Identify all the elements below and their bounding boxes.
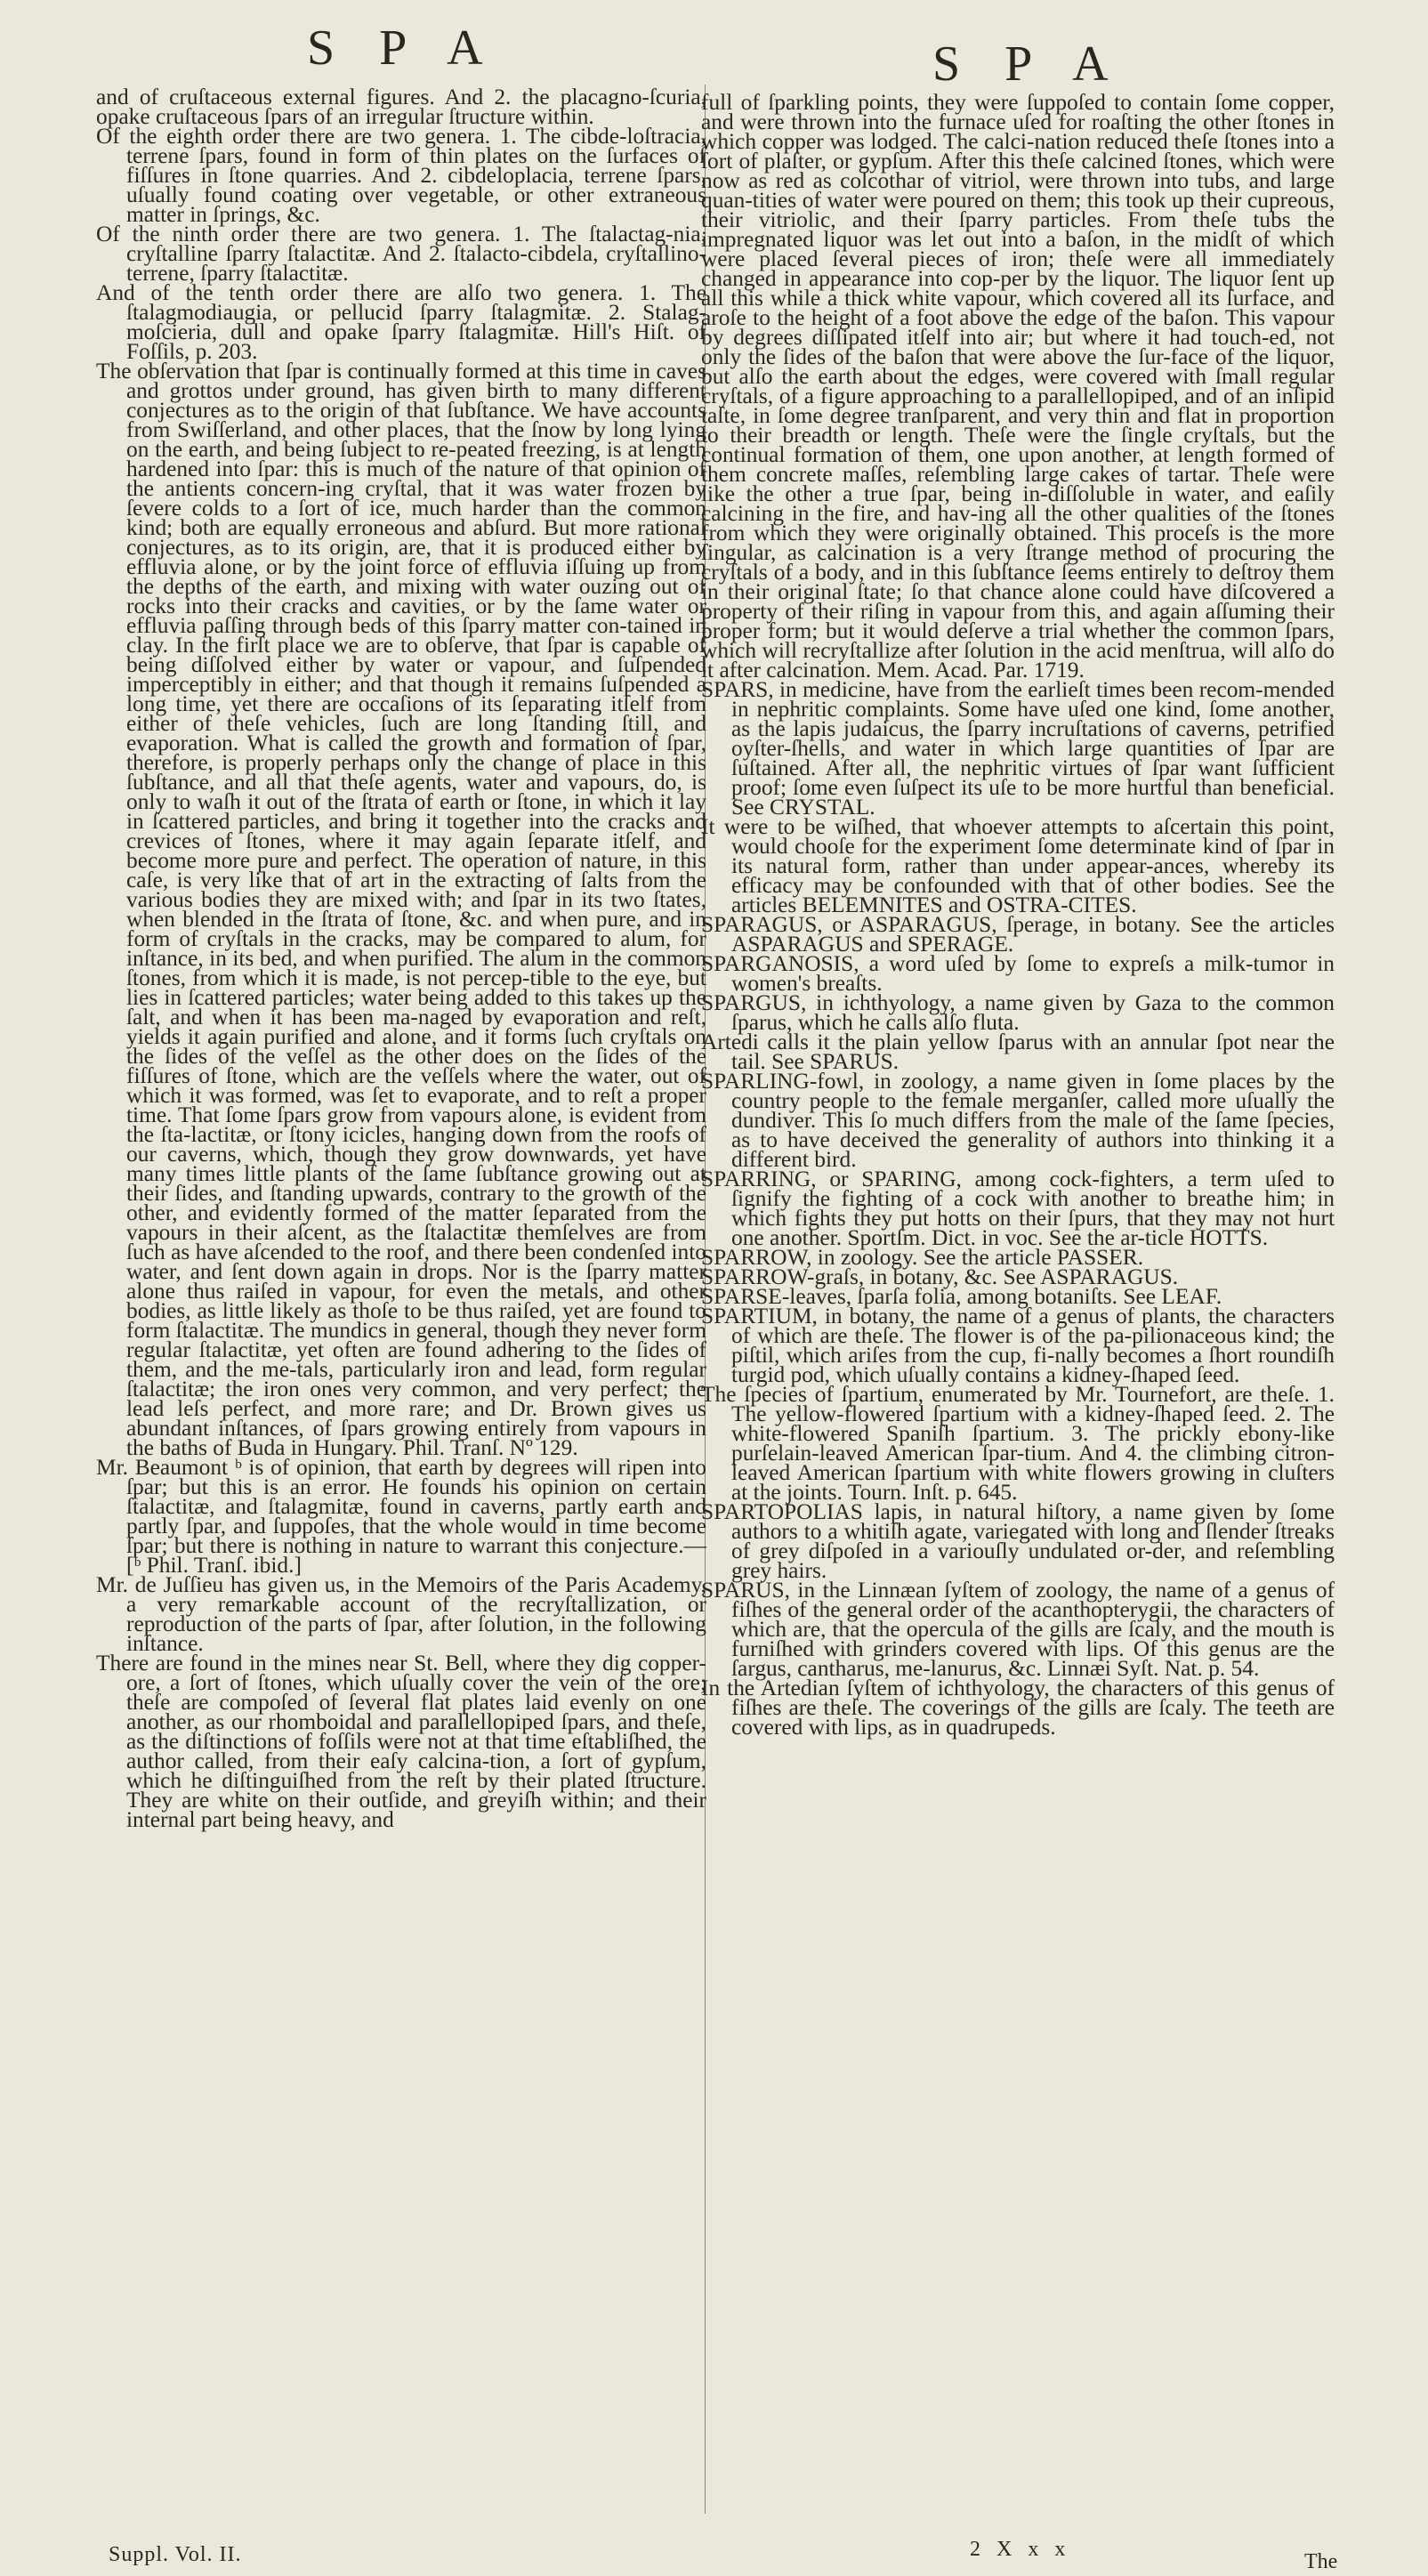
entry-sparring: SPARRING, or SPARING, among cock-fighters, a term uſed to ſignify the fighting of a cock with another to breathe him; in which fights they put hotts on their ſpurs, that they may not hurt one another. Sportſm. Dict. in voc. See the ar-ticle HOTTS. xyxy=(701,1167,1335,1250)
paragraph-artedi: Artedi calls it the plain yellow ſparus with an annular ſpot near the tail. See SPARUS. xyxy=(701,1030,1335,1074)
footer-catchword: The xyxy=(1304,2550,1338,2573)
entry-spartopolias: SPARTOPOLIAS lapis, in natural hiſtory, a name given by ſome authors to a whitiſh agate, variegated with long and ſlender ſtreaks of grey diſpoſed in a variouſly undulated or-der, and reſembling grey hairs. xyxy=(701,1499,1335,1583)
entry-spartium: SPARTIUM, in botany, the name of a genus of plants, the characters of which are theſe. The flower is of the pa-pilionaceous kind; the piſtil, which ariſes from the cup, fi-nally becomes a ſhort roundiſh turgid pod, which uſually contains a kidney-ſhaped ſeed. xyxy=(701,1304,1335,1387)
footer-volume: Suppl. Vol. II. xyxy=(109,2543,242,2566)
entry-sparling-fowl: SPARLING-fowl, in zoology, a name given in ſome places by the country people to the female merganſer, called more uſually the dundiver. This ſo much differs from the male of the ſame ſpecies, as to have deceived the generality of authors into thinking it a different bird. xyxy=(701,1069,1335,1172)
footer-signature: 2 X x x xyxy=(970,2538,1071,2561)
paragraph-tenth-order: And of the tenth order there are alſo two genera. 1. The ſtalagmodiaugia, or pellucid ſparry ſtalagmitæ. 2. Stalag-moſcieria, dull and opake ſparry ſtalagmitæ. Hill's Hiſt. of Foſſils, p. 203. xyxy=(96,280,706,364)
paragraph-ascertain: It were to be wiſhed, that whoever attempts to aſcertain this point, would chooſe for the experiment ſome determinate kind of ſpar in its natural form, rather than under appear-ances, whereby its efficacy may be confounded with that of other bodies. See the articles BELEMNITES and OSTRA-CITES. xyxy=(701,814,1335,917)
entry-sparse-leaves: SPARSE-leaves, ſparſa folia, among botaniſts. See LEAF. xyxy=(701,1284,1222,1309)
left-column xyxy=(96,85,706,1832)
right-column xyxy=(701,90,1335,1740)
entry-spars-medicine: SPARS, in medicine, have from the earlieſt times been recom-mended in nephritic complaints. Some have uſed one kind, ſome another, as the lapis judaicus, the ſparry incruſtations of caverns, petrified oyſter-ſhells, and water in which large quantities of ſpar are ſuſtained. After all, the nephritic virtues of ſpar want ſufficient proof; ſome even ſuſpect its uſe to be more hurtful than beneficial. See CRYSTAL. xyxy=(701,677,1335,820)
paragraph-spar-observation: The obſervation that ſpar is continually formed at this time in caves and grottos under ground, has given birth to many different conjectures as to the origin of that ſubſtance. We have accounts from Swiſſerland, and other places, that the ſnow by long lying on the earth, and being ſubject to re-peated freezing, is at length hardened into ſpar: this is much of the nature of that opinion of the antients concern-ing cryſtal, that it was water frozen by ſevere colds to a ſort of ice, much harder than the common kind; both are equally erroneous and abſurd. But more rational conjectures, as to its origin, are, that it is produced either by effluvia alone, or by the joint force of effluvia iſſuing up from the depths of the earth, and mixing with water ouzing out of rocks into their cracks and cavities, or by the ſame water or effluvia paſſing through beds of this ſparry matter con-tained in clay. In the firſt place we are to obſerve, that ſpar is capable of being diſſolved either by water or vapour, and ſuſpended imperceptibly in either; and that though it remains ſuſpended a long time, yet there are occaſions of its ſeparating itſelf from either of theſe vehicles, ſuch are long ſtanding ſtill, and evaporation. What is called the growth and formation of ſpar, therefore, is properly perhaps only the change of place in this ſubſtance, and all that theſe agents, water and vapours, do, is only to waſh it out of the ſtrata of earth or ſtone, in which it lay in ſcattered particles, and bring it together into the cracks and crevices of ſtones, where it may again ſeparate itſelf, and become more pure and perfect. The operation of nature, in this caſe, is very like that of art in the extracting of ſalts from the various bodies they are mixed with; and ſpar in its two ſtates, when blended in the ſtrata of ſtone, &c. and when pure, and in form of cryſtals in the cracks, may be compared to alum, for inſtance, in its bed, and when purified. The alum in the common ſtones, from which it is made, is not percep-tible to the eye, but lies in ſcattered particles; water being added to this takes up the ſalt, and when it has been ma-naged by evaporation and reſt, yields it again purified and alone, and it forms ſuch cryſtals on the ſides of the veſſel as the other does on the ſides of the fiſſures of ſtone, which are the veſſels where the water, out of which it was formed, was ſet to evaporate, and to reſt a proper time. That ſome ſpars grow from vapours alone, is evident from the ſta-lactitæ, or ſtony icicles, hanging down from the roofs of our caverns, which, though they grow downwards, yet have many times little plants of the ſame ſubſtance growing out at their ſides, and ſtanding upwards, contrary to the growth of the other, and evidently formed of the matter ſeparated from the vapours in their aſcent, as the ſtalactitæ themſelves are from ſuch as have aſcended to the roof, and there been condenſed into water, and ſent down again in drops. Nor is the ſparry matter alone thus raiſed in vapour, for even the metals, and other bodies, as little likely as thoſe to be thus raiſed, yet are found to form ſtalactitæ. The mundics in general, though they never form regular ſtalactitæ, yet often are found adhering to the ſides of them, and the me-tals, particularly iron and lead, form regular ſtalactitæ; the iron ones very common, and very perfect; the lead leſs perfect, and more rare; and Dr. Brown gives us abundant inſtances, of ſpars growing entirely from vapours in the baths of Buda in Hungary. Phil. Tranſ. Nº 129. xyxy=(96,359,706,1460)
paragraph-beaumont: Mr. Beaumont ᵇ is of opinion, that earth by degrees will ripen into ſpar; but this is an error. He founds his opinion on certain ſtalactitæ, and ſtalagmitæ, found in caverns, partly earth and partly ſpar, and ſuppoſes, that the whole would in time become ſpar; but there is nothing in nature to warrant this conjecture.—[ᵇ Phil. Tranſ. ibid.] xyxy=(96,1455,706,1578)
entry-sparrow: SPARROW, in zoology. See the article PASSER. xyxy=(701,1245,1144,1270)
paragraph-ninth-order: Of the ninth order there are two genera. 1. The ſtalactag-nia, cryſtalline ſparry ſtalactitæ. And 2. ſtalacto-cibdela, cryſtallino-terrene, ſparry ſtalactitæ. xyxy=(96,222,706,286)
entry-sparagus: SPARAGUS, or ASPARAGUS, ſperage, in botany. See the articles ASPARAGUS and SPERAGE. xyxy=(701,912,1335,957)
entry-sparrow-grass: SPARROW-graſs, in botany, &c. See ASPARAGUS. xyxy=(701,1264,1179,1289)
entry-sparganosis: SPARGANOSIS, a word uſed by ſome to expreſs a milk-tumor in women's breaſts. xyxy=(701,951,1335,996)
running-head-left: S P A xyxy=(307,20,499,76)
entry-sparus: SPARUS, in the Linnæan ſyſtem of zoology, the name of a genus of fiſhes of the general order of the acanthopterygii, the characters of which are, that the opercula of the gills are ſcaly, and the mouth is furniſhed with grinders covered with lips. Of this genus are the ſargus, cantharus, me-lanurus, &c. Linnæi Syſt. Nat. p. 54. xyxy=(701,1578,1335,1681)
paragraph-st-bell-mines: There are found in the mines near St. Bell, where they dig copper-ore, a ſort of ſtones, which uſually cover the vein of the ore; theſe are compoſed of ſeveral flat plates laid evenly on one another, as our rhomboidal and parallellopiped ſpars, and theſe, as the diſtinctions of foſſils were not at that time eſtabliſhed, the author called, from their eaſy calcina-tion, a ſort of gypſum, which he diſtinguiſhed from the reſt by their plated ſtructure. They are white on their outſide, and greyiſh within; and their internal part being heavy, and xyxy=(96,1651,706,1832)
running-head-right: S P A xyxy=(932,36,1125,92)
paragraph-eighth-order: Of the eighth order there are two genera. 1. The cibde-loſtracia, terrene ſpars, found in form of thin plates on the ſurfaces of fiſſures in ſtone quarries. And 2. cibdeloplacia, terrene ſpars, uſually found coating over vegetable, or other extraneous matter in ſprings, &c. xyxy=(96,124,706,227)
paragraph-calcination: full of ſparkling points, they were ſuppoſed to contain ſome copper, and were thrown into the furnace uſed for roaſting the other ſtones in which copper was lodged. The calci-nation reduced theſe ſtones into a ſort of plaſter, or gypſum. After this theſe calcined ſtones, which were now as red as colcothar of vitriol, were thrown into tubs, and large quan-tities of water were poured on them; this took up their cupreous, their vitriolic, and their ſparry particles. From theſe tubs the impregnated liquor was let out into a baſon, in the midſt of which were placed ſeveral pieces of iron; theſe were all immediately changed in appearance into cop-per by the liquor. The liquor ſent up all this while a thick white vapour, which covered all its ſurface, and aroſe to the height of a foot above the edge of the baſon. This vapour by degrees diſſipated itſelf into air; but where it had touch-ed, not only the ſides of the baſon that were above the ſur-face of the liquor, but alſo the earth about the edges, were covered with ſmall regular cryſtals, of a figure approaching to a parallellopiped, and of an inſipid taſte, in ſome degree tranſparent, and very thin and flat in proportion to their breadth or length. Theſe were the ſingle cryſtals, but the continual formation of them, one upon another, at length formed of them concrete maſſes, reſembling large cakes of tartar. Theſe were like the other a true ſpar, being in-diſſoluble in water, and eaſily calcining in the fire, and hav-ing all the other qualities of the ſtones from which they were originally obtained. This proceſs is the more ſingular, as calcination is a very ſtrange method of procuring the cryſtals of a body, and in this ſubſtance ſeems entirely to deſtroy them in their original ſtate; ſo that chance alone could have diſcovered a property of their riſing in vapour from this, and again aſſuming their proper form; but it would deſerve a trial whether the common ſpars, which will recryſtallize after ſolution in the acid menſtrua, will alſo do it after calcination. Mem. Acad. Par. 1719. xyxy=(701,90,1335,682)
paragraph-artedian-system: In the Artedian ſyſtem of ichthyology, the characters of this genus of fiſhes are theſe. The coverings of the gills are ſcaly. The teeth are covered with lips, as in quadrupeds. xyxy=(701,1676,1335,1740)
entry-spargus: SPARGUS, in ichthyology, a name given by Gaza to the common ſparus, which he calls alſo fluta. xyxy=(701,990,1335,1035)
paragraph-de-jussieu: Mr. de Juſſieu has given us, in the Memoirs of the Paris Academy, a very remarkable account of the recryſtallization, or reproduction of the parts of ſpar, after ſolution, in the following inſtance. xyxy=(96,1572,706,1656)
paragraph-placagnoscuria: and of cruſtaceous external figures. And 2. the placagno-ſcuria, opake cruſtaceous ſpars of an irregular ſtructure within. xyxy=(96,85,706,129)
paragraph-spartium-species: The ſpecies of ſpartium, enumerated by Mr. Tournefort, are theſe. 1. The yellow-flowered ſpartium with a kidney-ſhaped ſeed. 2. The white-flowered Spaniſh ſpartium. 3. The prickly ebony-like purſelain-leaved American ſpar-tium. And 4. the climbing citron-leaved American ſpartium with white flowers growing in cluſters at the joints. Tourn. Inſt. p. 645. xyxy=(701,1382,1335,1505)
